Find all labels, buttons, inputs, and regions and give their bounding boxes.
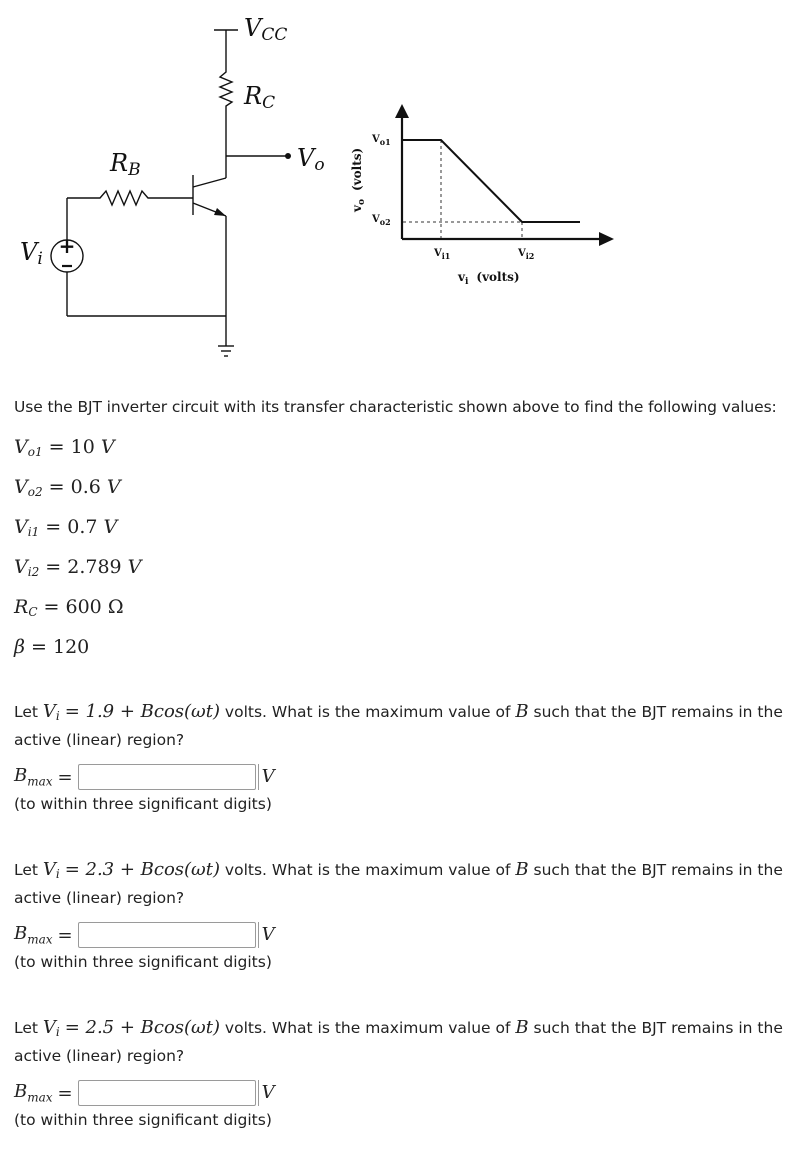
- intro-text: Use the BJT inverter circuit with its transfer characteristic shown above to find the following values:: [14, 398, 777, 416]
- bjt-inverter-circuit: [51, 30, 288, 356]
- question-1-text: Let $V_i = 1.9 + Bcos(\omega t)$ volts. What is the maximum value of B such that the BJT remains in the active (linear) region?: [14, 701, 783, 749]
- bmax-label: $B_{max}$: [14, 923, 53, 947]
- vo1-tick-label: $V_{o1}$: [372, 134, 391, 147]
- vo-terminal-dot: [285, 153, 291, 159]
- x-axis-title: $v_i$ (volts): [458, 270, 520, 287]
- transfer-characteristic-chart: [350, 104, 614, 287]
- vo2-tick-label: $V_{o2}$: [372, 214, 391, 227]
- question-3-text: Let $V_i = 2.5 + Bcos(\omega t)$ volts. What is the maximum value of B such that the BJT remains in the active (linear) region?: [14, 1017, 783, 1065]
- question-2-answer-row: $B_{max}$ = V: [14, 923, 275, 947]
- plus-icon: +: [58, 234, 76, 258]
- bmax-answer-input-3[interactable]: [78, 1080, 256, 1106]
- given-vi1: $V_{i1} = 0.7$ V: [14, 516, 118, 539]
- answer-unit-3: V: [258, 1080, 275, 1106]
- transfer-curve: [402, 140, 580, 222]
- question-2-hint: (to within three significant digits): [14, 953, 272, 971]
- question-1-hint: (to within three significant digits): [14, 795, 272, 813]
- answer-unit-2: V: [258, 922, 275, 948]
- circuit-figure: [0, 0, 804, 380]
- question-1-answer-row: $B_{max}$ = V: [14, 765, 275, 789]
- rb-label: RB: [110, 149, 141, 180]
- y-axis-title: $v_o(volts)$: [350, 147, 367, 212]
- given-vo2: $V_{o2} = 0.6$ V: [14, 476, 121, 499]
- given-beta: β = 120: [14, 636, 90, 658]
- question-2-text: Let $V_i = 2.3 + Bcos(\omega t)$ volts. What is the maximum value of B such that the BJT remains in the active (linear) region?: [14, 859, 783, 907]
- rc-label: RC: [244, 82, 276, 113]
- vi2-tick-label: $V_{i2}$: [518, 248, 535, 261]
- given-vo1: $V_{o1} = 10$ V: [14, 436, 115, 459]
- emitter-arrow-icon: [214, 208, 226, 216]
- vi1-tick-label: $V_{i1}$: [434, 248, 451, 261]
- bmax-answer-input-2[interactable]: [78, 922, 256, 948]
- vi-label: Vi: [20, 238, 43, 269]
- given-vi2: $V_{i2} = 2.789$ V: [14, 556, 142, 579]
- answer-unit-1: V: [258, 764, 275, 790]
- bmax-label: $B_{max}$: [14, 765, 53, 789]
- vcc-label: VCC: [244, 14, 288, 45]
- y-axis-arrow-icon: [395, 104, 409, 118]
- x-axis-arrow-icon: [599, 232, 614, 246]
- given-rc: $R_C = 600$ Ω: [14, 596, 124, 619]
- bmax-label: $B_{max}$: [14, 1081, 53, 1105]
- question-3-hint: (to within three significant digits): [14, 1111, 272, 1129]
- bmax-answer-input-1[interactable]: [78, 764, 256, 790]
- vo-label: Vo: [297, 144, 325, 175]
- question-3-answer-row: $B_{max}$ = V: [14, 1081, 275, 1105]
